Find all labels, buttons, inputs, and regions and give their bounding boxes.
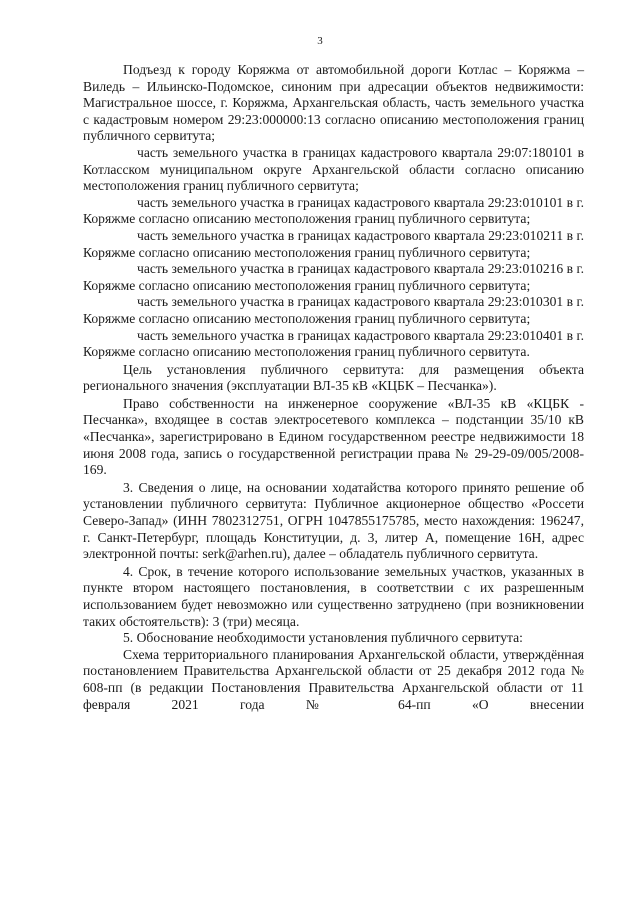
paragraph-quarter-010301: часть земельного участка в границах кадастрового квартала 29:23:010301 в г. Коряжме согласно описанию местоположения границ публичного сервитута; [83,294,584,326]
paragraph-access-road: Подъезд к городу Коряжма от автомобильной дороги Котлас – Коряжма – Виледь – Ильинско-Подомское, синоним при адресации объектов недвижимости: Магистральное шоссе, г. Коряжма, Архангельская область, часть земельного участка с кадастровым номером 29:23:000000:13 согласно описанию местоположения границ публичного сервитута; [83,62,584,144]
paragraph-territorial-planning: Схема территориального планирования Архангельской области, утверждённая постановлением Правительства Архангельской области от 25 декабря 2012 года № 608-пп (в редакции Постановления Правительства Архангельской области от 11 февраля 2021 года № 64-пп «О внесении [83,646,584,712]
paragraph-quarter-010211: часть земельного участка в границах кадастрового квартала 29:23:010211 в г. Коряжме согласно описанию местоположения границ публичного сервитута; [83,227,584,260]
paragraph-section-4-term: 4. Срок, в течение которого использование земельных участков, указанных в пункте втором настоящего постановления, в соответствии с их разрешенным использованием будет невозможно или существенно затруднено (при возникновении таких обстоятельств): 3 (три) месяца. [83,563,584,629]
paragraph-ownership-right: Право собственности на инженерное сооружение «ВЛ-35 кВ «КЦБК - Песчанка», входящее в состав электросетевого комплекса – подстанции 35/10 кВ «Песчанка», зарегистрировано в Едином государственном реестре недвижимости 18 июня 2008 года, запись о государственной регистрации права № 29-29-09/005/2008-169. [83,395,584,478]
document-body [83,62,584,713]
paragraph-quarter-010216: часть земельного участка в границах кадастрового квартала 29:23:010216 в г. Коряжме согласно описанию местоположения границ публичного сервитута; [83,261,584,293]
paragraph-servitude-purpose: Цель установления публичного сервитута: для размещения объекта регионального значения (эксплуатации ВЛ-35 кВ «КЦБК – Песчанка»). [83,361,584,394]
paragraph-section-5-heading: 5. Обоснование необходимости установления публичного сервитута: [123,630,523,646]
paragraph-quarter-010101: часть земельного участка в границах кадастрового квартала 29:23:010101 в г. Коряжме согласно описанию местоположения границ публичного сервитута; [83,194,584,227]
paragraph-section-3-holder: 3. Сведения о лице, на основании ходатайства которого принято решение об установлении публичного сервитута: Публичное акционерное общество «Россети Северо-Запад» (ИНН 7802312751, ОГРН 1047855175785, место нахождения: 196247, г. Санкт-Петербург, площадь Конституции, д. 3, литер А, помещение 16Н, адрес электронной почты: serk@arhen.ru), далее – обладатель публичного сервитута. [83,479,584,562]
paragraph-quarter-010401: часть земельного участка в границах кадастрового квартала 29:23:010401 в г. Коряжме согласно описанию местоположения границ публичного сервитута. [83,327,584,360]
paragraph-quarter-180101: часть земельного участка в границах кадастрового квартала 29:07:180101 в Котласском муниципальном округе Архангельской области согласно описанию местоположения границ публичного сервитута; [83,144,584,194]
page-number: 3 [317,35,323,47]
